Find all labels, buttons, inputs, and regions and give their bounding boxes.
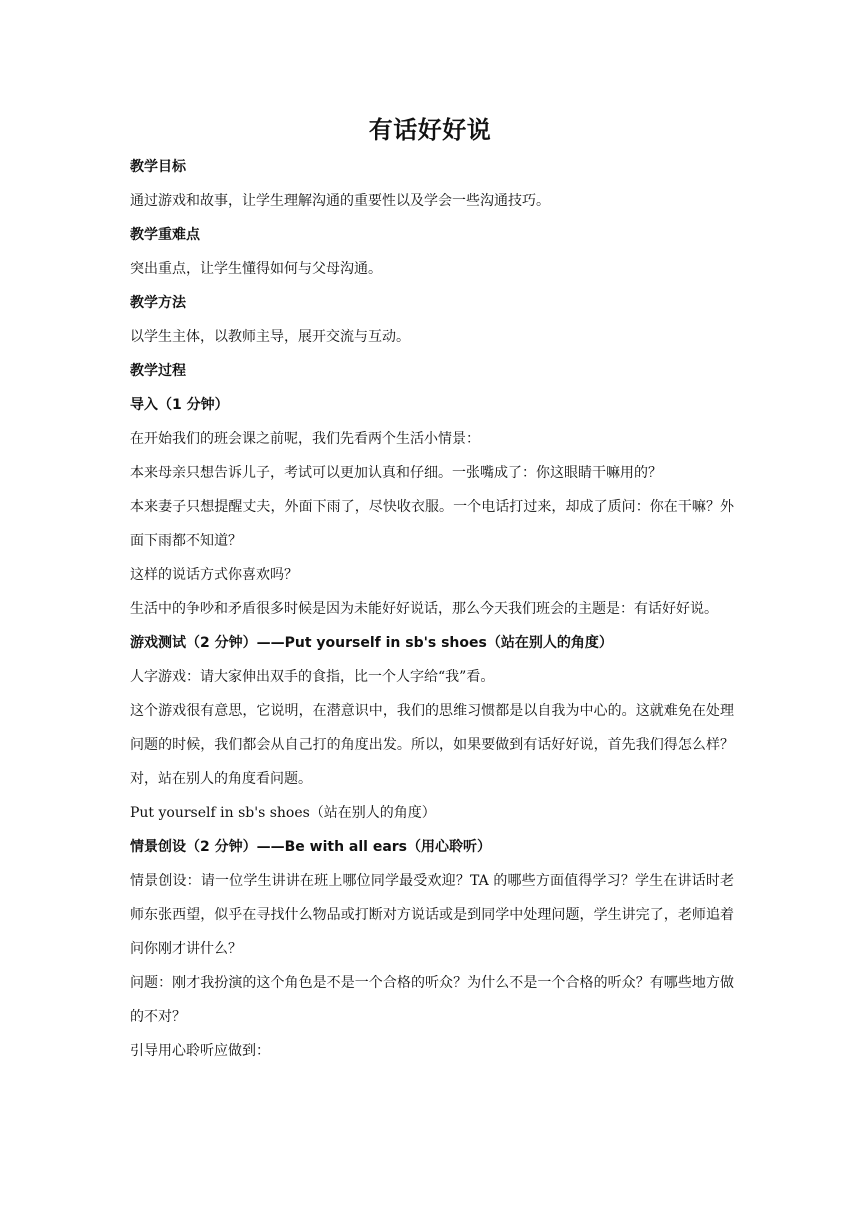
paragraph: 引导用心聆听应做到： — [130, 1043, 270, 1059]
section-heading: 教学过程 — [130, 363, 186, 379]
paragraph: 以学生主体，以教师主导，展开交流与互动。 — [130, 329, 410, 345]
section-heading: 导入（1 分钟） — [130, 397, 229, 413]
section-heading: 教学重难点 — [130, 227, 200, 243]
paragraph: 情景创设：请一位学生讲讲在班上哪位同学最受欢迎？TA 的哪些方面值得学习？学生在讲话时老师东张西望，似乎在寻找什么物品或打断对方说话或是到同学中处理问题，学生讲完了，老师追着问你刚才讲什么？ — [130, 873, 734, 957]
paragraph: 这个游戏很有意思，它说明，在潜意识中，我们的思维习惯都是以自我为中心的。这就难免在处理问题的时候，我们都会从自己打的角度出发。所以，如果要做到有话好好说，首先我们得怎么样？对，站在别人的角度看问题。 — [130, 703, 734, 787]
document-title: 有话好好说 — [368, 116, 492, 144]
paragraph: 通过游戏和故事，让学生理解沟通的重要性以及学会一些沟通技巧。 — [130, 193, 550, 209]
section-heading: 情景创设（2 分钟）——Be with all ears（用心聆听） — [130, 839, 492, 855]
paragraph: 生活中的争吵和矛盾很多时候是因为未能好好说话，那么今天我们班会的主题是：有话好好说。 — [130, 601, 718, 617]
paragraph: 人字游戏：请大家伸出双手的食指，比一个人字给“我”看。 — [130, 669, 495, 685]
paragraph: 突出重点，让学生懂得如何与父母沟通。 — [130, 261, 382, 277]
paragraph: 在开始我们的班会课之前呢，我们先看两个生活小情景： — [130, 431, 480, 447]
paragraph: 本来母亲只想告诉儿子，考试可以更加认真和仔细。一张嘴成了：你这眼睛干嘛用的？ — [130, 465, 662, 481]
section-heading: 游戏测试（2 分钟）——Put yourself in sb's shoes（站在别人的角度） — [130, 635, 613, 651]
paragraph: 问题：刚才我扮演的这个角色是不是一个合格的听众？为什么不是一个合格的听众？有哪些地方做的不对？ — [130, 975, 734, 1025]
paragraph: 本来妻子只想提醒丈夫，外面下雨了，尽快收衣服。一个电话打过来，却成了质问：你在干嘛？外面下雨都不知道？ — [130, 499, 734, 549]
paragraph: Put yourself in sb's shoes（站在别人的角度） — [130, 805, 436, 821]
section-heading: 教学目标 — [130, 159, 186, 175]
paragraph: 这样的说话方式你喜欢吗？ — [130, 567, 298, 583]
section-heading: 教学方法 — [130, 295, 186, 311]
document-body — [130, 150, 734, 1068]
